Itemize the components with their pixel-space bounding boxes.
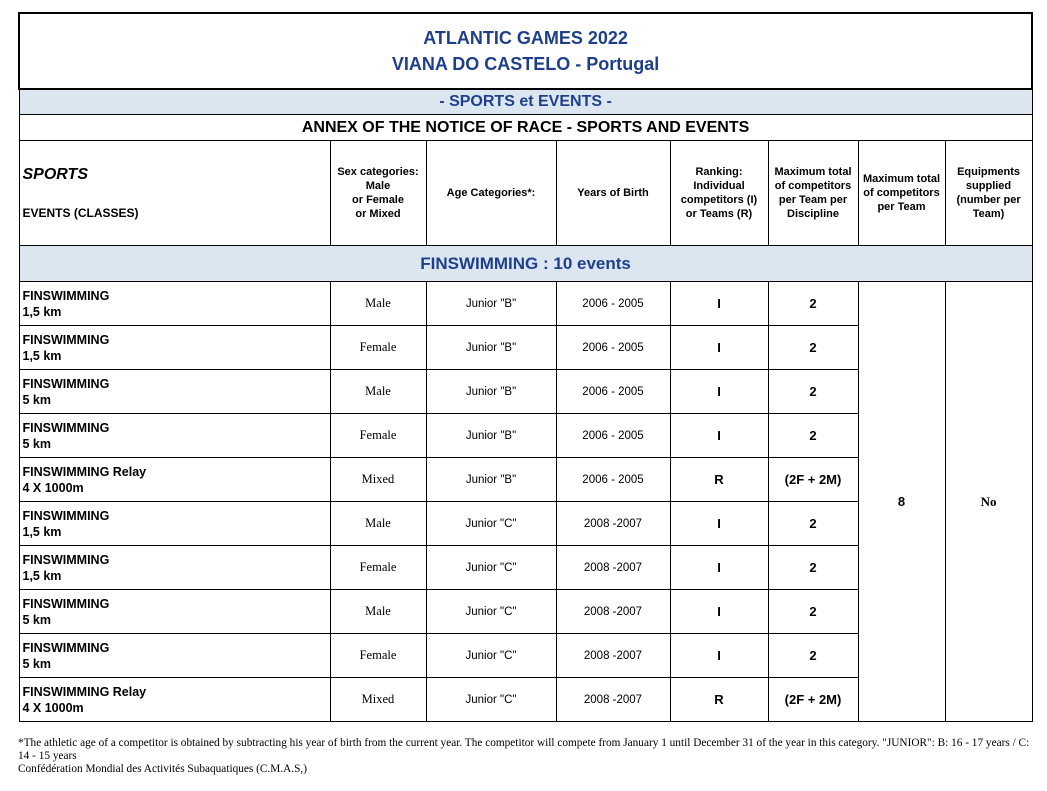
max-discipline-cell: 2: [768, 370, 858, 414]
header-equipment: Equipments supplied (number per Team): [945, 141, 1032, 246]
sex-cell: Female: [330, 634, 426, 678]
max-discipline-cell: 2: [768, 634, 858, 678]
event-distance: 5 km: [22, 612, 51, 627]
equipment-cell: No: [945, 282, 1032, 722]
event-distance: 1,5 km: [22, 348, 62, 363]
event-distance: 4 X 1000m: [22, 480, 84, 495]
ranking-cell: I: [670, 502, 768, 546]
years-cell: 2008 -2007: [556, 634, 670, 678]
age-cell: Junior "B": [426, 326, 556, 370]
title-line-2: VIANA DO CASTELO - Portugal: [391, 54, 660, 74]
age-cell: Junior "C": [426, 546, 556, 590]
event-name: FINSWIMMING: [22, 640, 110, 655]
section-band: FINSWIMMING : 10 events: [19, 246, 1032, 282]
age-cell: Junior "C": [426, 678, 556, 722]
years-cell: 2008 -2007: [556, 590, 670, 634]
event-distance: 4 X 1000m: [22, 700, 84, 715]
footnote: [18, 737, 1031, 776]
max-team-cell: 8: [858, 282, 945, 722]
event-name: FINSWIMMING: [22, 420, 110, 435]
max-discipline-cell: 2: [768, 414, 858, 458]
title-line-1: ATLANTIC GAMES 2022: [423, 28, 628, 48]
max-discipline-cell: 2: [768, 546, 858, 590]
event-cell: [19, 678, 330, 722]
column-header-row: [19, 141, 1032, 246]
ranking-cell: R: [670, 678, 768, 722]
event-name: FINSWIMMING: [22, 332, 110, 347]
events-table: [18, 12, 1033, 722]
footnote-line-2: Confédération Mondial des Activités Subaquatiques (C.M.A.S,): [18, 763, 307, 775]
sex-cell: Female: [330, 326, 426, 370]
event-cell: [19, 326, 330, 370]
ranking-cell: I: [670, 326, 768, 370]
event-distance: 1,5 km: [22, 568, 62, 583]
years-cell: 2006 - 2005: [556, 370, 670, 414]
ranking-cell: I: [670, 414, 768, 458]
sex-cell: Female: [330, 546, 426, 590]
table-row: [19, 282, 1032, 326]
ranking-cell: I: [670, 370, 768, 414]
event-name: FINSWIMMING: [22, 596, 110, 611]
max-discipline-cell: 2: [768, 502, 858, 546]
sex-cell: Female: [330, 414, 426, 458]
header-max-discipline: Maximum total of competitors per Team per Discipline: [768, 141, 858, 246]
age-cell: Junior "B": [426, 414, 556, 458]
max-discipline-cell: (2F + 2M): [768, 678, 858, 722]
event-cell: [19, 458, 330, 502]
event-distance: 1,5 km: [22, 524, 62, 539]
event-name: FINSWIMMING Relay: [22, 684, 147, 699]
years-cell: 2008 -2007: [556, 502, 670, 546]
ranking-cell: R: [670, 458, 768, 502]
header-max-team: Maximum total of competitors per Team: [858, 141, 945, 246]
event-name: FINSWIMMING: [22, 552, 110, 567]
event-distance: 5 km: [22, 436, 51, 451]
years-cell: 2008 -2007: [556, 546, 670, 590]
event-cell: [19, 546, 330, 590]
sex-cell: Male: [330, 502, 426, 546]
max-discipline-cell: 2: [768, 590, 858, 634]
event-distance: 1,5 km: [22, 304, 62, 319]
header-sex: Sex categories: Male or Female or Mixed: [330, 141, 426, 246]
event-name: FINSWIMMING: [22, 288, 110, 303]
max-discipline-cell: (2F + 2M): [768, 458, 858, 502]
header-sports-events: [19, 141, 330, 246]
age-cell: Junior "B": [426, 458, 556, 502]
age-cell: Junior "B": [426, 370, 556, 414]
page-title: [19, 13, 1032, 89]
sex-cell: Male: [330, 370, 426, 414]
sex-cell: Mixed: [330, 458, 426, 502]
header-events: EVENTS (CLASSES): [22, 206, 139, 220]
event-name: FINSWIMMING: [22, 376, 110, 391]
years-cell: 2008 -2007: [556, 678, 670, 722]
event-distance: 5 km: [22, 392, 51, 407]
age-cell: Junior "C": [426, 502, 556, 546]
years-cell: 2006 - 2005: [556, 282, 670, 326]
age-cell: Junior "C": [426, 590, 556, 634]
years-cell: 2006 - 2005: [556, 326, 670, 370]
age-cell: Junior "B": [426, 282, 556, 326]
header-sports: SPORTS: [22, 166, 88, 183]
ranking-cell: I: [670, 590, 768, 634]
max-discipline-cell: 2: [768, 282, 858, 326]
event-name: FINSWIMMING Relay: [22, 464, 147, 479]
sex-cell: Male: [330, 282, 426, 326]
years-cell: 2006 - 2005: [556, 458, 670, 502]
ranking-cell: I: [670, 282, 768, 326]
ranking-cell: I: [670, 634, 768, 678]
years-cell: 2006 - 2005: [556, 414, 670, 458]
event-cell: [19, 414, 330, 458]
footnote-line-1: *The athletic age of a competitor is obtained by subtracting his year of birth from the current year. The competitor will compete from January 1 until December 31 of the year in this category. "JUNIOR": B: 16 - 17 years / C: 14 - 15 years: [18, 737, 1030, 762]
max-discipline-cell: 2: [768, 326, 858, 370]
sports-events-band: - SPORTS et EVENTS -: [19, 89, 1032, 115]
sex-cell: Male: [330, 590, 426, 634]
age-cell: Junior "C": [426, 634, 556, 678]
sex-cell: Mixed: [330, 678, 426, 722]
event-cell: [19, 502, 330, 546]
event-name: FINSWIMMING: [22, 508, 110, 523]
header-age: Age Categories*:: [426, 141, 556, 246]
event-cell: [19, 282, 330, 326]
ranking-cell: I: [670, 546, 768, 590]
event-cell: [19, 634, 330, 678]
annex-heading: ANNEX OF THE NOTICE OF RACE - SPORTS AND EVENTS: [19, 115, 1032, 141]
event-cell: [19, 590, 330, 634]
header-years: Years of Birth: [556, 141, 670, 246]
header-ranking: Ranking: Individual competitors (I) or Teams (R): [670, 141, 768, 246]
event-distance: 5 km: [22, 656, 51, 671]
event-cell: [19, 370, 330, 414]
